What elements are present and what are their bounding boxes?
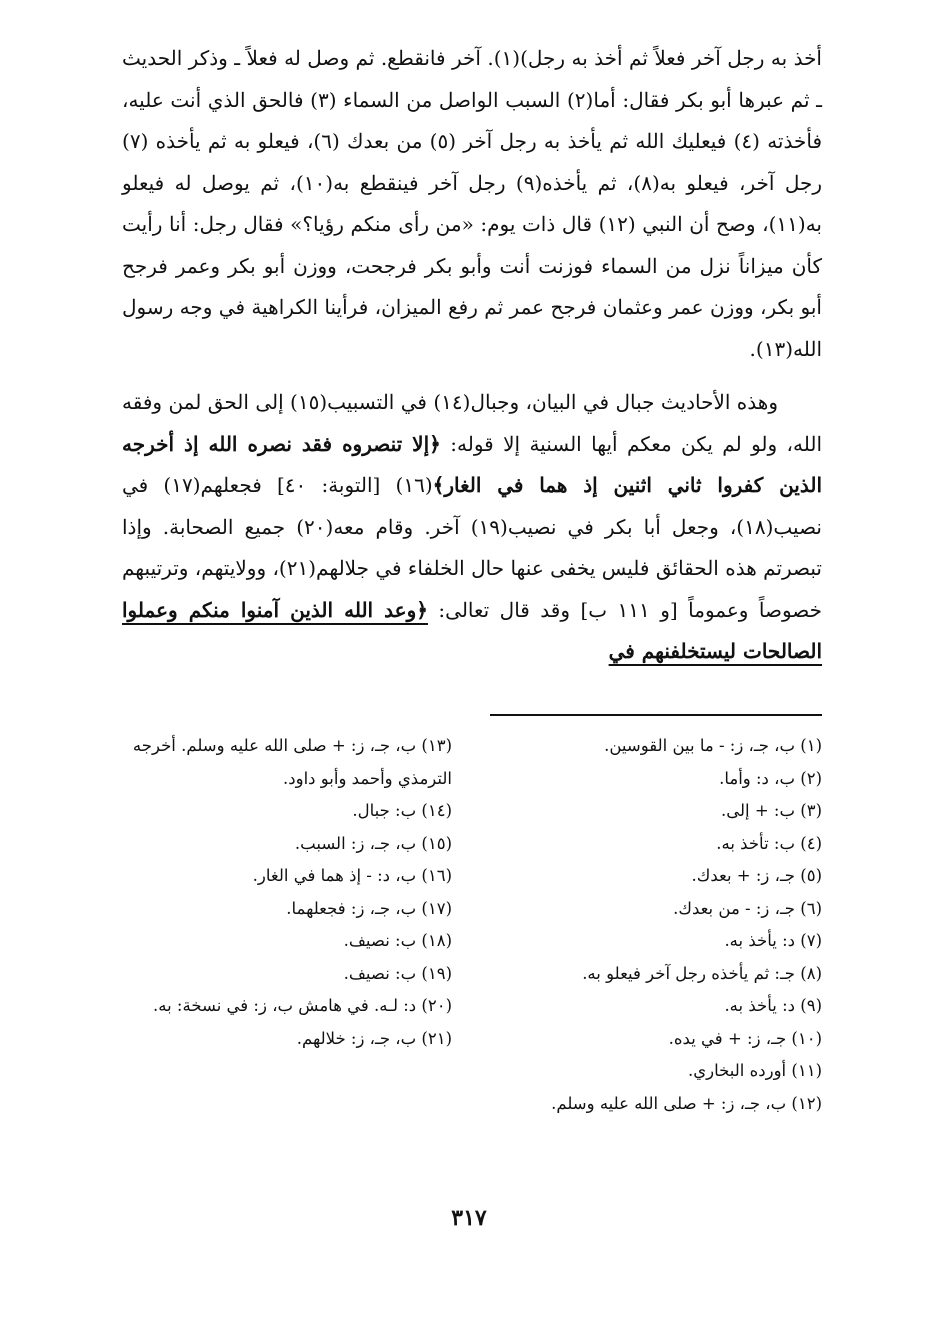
footnote-3: (٣) ب: + إلى. [720, 801, 822, 820]
quran-verse-1: ﴿إلا تنصروه فقد نصره الله إذ أخرجه الذين كفروا ثاني اثنين إذ هما في الغار﴾ [122, 431, 823, 497]
paragraph-2 [122, 382, 822, 673]
main-text [122, 38, 822, 673]
footnote-16: (١٦) ب، د: - إذ هما في الغار. [252, 866, 452, 885]
footnote-10: (١٠) جـ، ز: + في يده. [668, 1028, 822, 1048]
footnote-21: (٢١) ب، جـ، ز: خلالهم. [296, 1028, 452, 1048]
footnote-7: (٧) د: يأخذ به. [724, 931, 822, 950]
footnote-20: (٢٠) د: لـه. في هامش ب، ز: في نسخة: به. [153, 996, 452, 1015]
paragraph-1: أخذ به رجل آخر فعلاً ثم أخذ به رجل)(١). آخر فانقطع. ثم وصل له فعلاً ـ وذكر الحديث ـ ثم عبرها أبو بكر فقال: أما(٢) السبب الواصل من السماء (٣) فالحق الذي أنت عليه، فأخذته (٤) فيعليك الله ثم يأخذ به رجل آخر (٥) من بعدك (٦)، فيعلو به ثم يأخذه (٧) رجل آخر، فيعلو به(٨)، ثم يأخذه(٩) رجل آخر فينقطع به(١٠)، ثم يوصل له فيعلو به(١١)، وصح أن النبي (١٢) قال ذات يوم: «من رأى منكم رؤيا؟» فقال رجل: أنا رأيت كأن ميزاناً نزل من السماء فوزنت أنت وأبو بكر فرجحت، ووزن أبو بكر وعمر فرجح أبو بكر، ووزن عمر وعثمان فرجح عمر ثم رفع الميزان، فرأينا الكراهية في وجه رسول الله(١٣). [122, 46, 823, 361]
footnotes [122, 730, 822, 1180]
footnote-13: (١٣) ب، جـ، ز: + صلى الله عليه وسلم. أخرجه الترمذي وأحمد وأبو داود. [132, 736, 452, 788]
footnote-15: (١٥) ب، جـ، ز: السبب. [294, 833, 452, 853]
footnote-11: (١١) أورده البخاري. [687, 1061, 822, 1080]
footnote-5: (٥) جـ، ز: + بعدك. [691, 866, 822, 885]
footnote-14: (١٤) ب: جبال. [352, 801, 452, 820]
footnotes-right-column [492, 730, 822, 1120]
page-number: ٣١٧ [451, 1205, 487, 1231]
footnote-17: (١٧) ب، جـ، ز: فجعلهما. [286, 898, 452, 918]
footnote-18: (١٨) ب: نصيف. [343, 931, 452, 950]
footnote-12: (١٢) ب، جـ، ز: + صلى الله عليه وسلم. [551, 1093, 822, 1113]
paragraph-2-part-2: (١٦) [التوبة: ٤٠] فجعلهم(١٧) في نصيب(١٨)، وجعل أبا بكر في نصيب(١٩) آخر. وقام معه(٢٠) جميع الصحابة. وإذا تبصرتم هذه الحقائق فليس يخفى عنها حال الخلفاء في جلالهم(٢١)، وولايتهم، وترتيبهم خصوصاً وعموماً [و ١١١ ب] وقد قال تعالى: [122, 473, 822, 622]
footnote-1: (١) ب، جـ، ز: - ما بين القوسين. [604, 736, 822, 755]
footnote-4: (٤) ب: تأخذ به. [716, 833, 822, 853]
quran-verse-2: ﴿وعد الله الذين آمنوا منكم وعملوا الصالحات ليستخلفنهم في [122, 597, 822, 663]
footnote-separator [490, 714, 822, 716]
footnote-2: (٢) ب، د: وأما. [719, 768, 822, 788]
footnote-6: (٦) جـ، ز: - من بعدك. [673, 898, 822, 918]
footnote-19: (١٩) ب: نصيف. [343, 963, 452, 983]
paragraph-2-part-1: وهذه الأحاديث جبال في البيان، وجبال(١٤) في التسبيب(١٥) إلى الحق لمن وفقه الله، ولو لم يكن معكم أيها السنية إلا قوله: [122, 390, 822, 456]
footnote-9: (٩) د: يأخذ به. [724, 996, 822, 1015]
footnotes-left-column [122, 730, 452, 1055]
footnote-8: (٨) جـ: ثم يأخذه رجل آخر فيعلو به. [582, 963, 822, 983]
